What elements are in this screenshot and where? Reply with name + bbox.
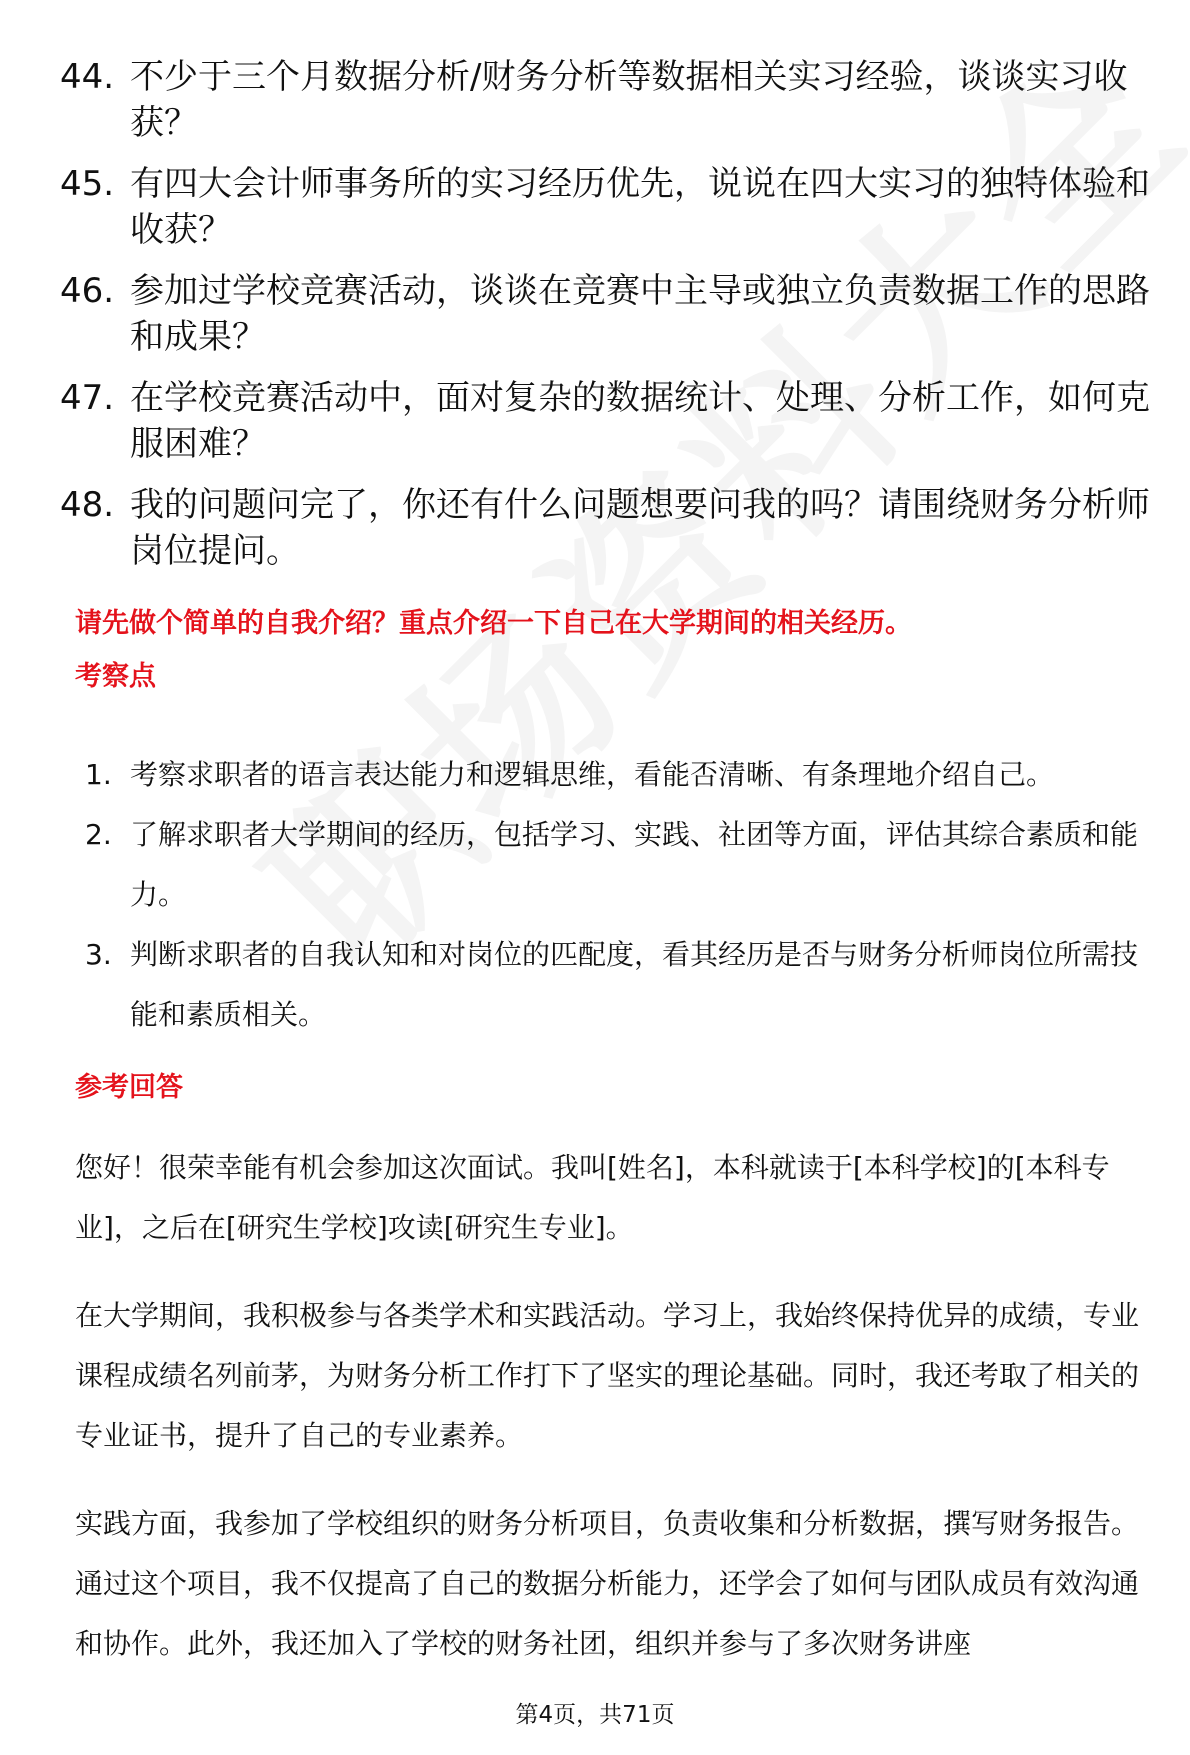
page-footer: 第4页，共71页 (515, 1702, 675, 1728)
question-heading: 请先做个简单的自我介绍？重点介绍一下自己在大学期间的相关经历。 (75, 608, 912, 639)
question-number: 48. (60, 485, 115, 525)
question-text: 参加过学校竞赛活动，谈谈在竞赛中主导或独立负责数据工作的思路和成果？ (130, 271, 1150, 357)
point-text: 考察求职者的语言表达能力和逻辑思维，看能否清晰、有条理地介绍自己。 (130, 758, 1055, 791)
question-text: 有四大会计师事务所的实习经历优先，说说在四大实习的独特体验和收获？ (130, 164, 1150, 250)
list-item (60, 54, 1165, 146)
list-item (60, 161, 1165, 253)
points-list (85, 745, 1165, 1045)
list-item (60, 268, 1165, 360)
question-list (60, 54, 1165, 589)
answer-paragraph: 实践方面，我参加了学校组织的财务分析项目，负责收集和分析数据，撰写财务报告。通过这个项目，我不仅提高了自己的数据分析能力，还学会了如何与团队成员有效沟通和协作。此外，我还加入了学校的财务社团，组织并参与了多次财务讲座 (75, 1507, 1140, 1660)
list-item (60, 375, 1165, 467)
point-number: 3. (85, 938, 112, 971)
list-item (85, 745, 1165, 805)
point-text: 判断求职者的自我认知和对岗位的匹配度，看其经历是否与财务分析师岗位所需技能和素质相关。 (130, 938, 1139, 1031)
answer-label: 参考回答 (75, 1072, 183, 1103)
answer-paragraph: 您好！很荣幸能有机会参加这次面试。我叫[姓名]，本科就读于[本科学校]的[本科专业]，之后在[研究生学校]攻读[研究生专业]。 (75, 1151, 1110, 1244)
point-text: 了解求职者大学期间的经历，包括学习、实践、社团等方面，评估其综合素质和能力。 (130, 818, 1139, 911)
points-label: 考察点 (75, 661, 156, 692)
question-number: 45. (60, 164, 115, 204)
point-number: 2. (85, 818, 112, 851)
point-number: 1. (85, 758, 112, 791)
question-text: 不少于三个月数据分析/财务分析等数据相关实习经验，谈谈实习收获？ (130, 57, 1128, 143)
list-item (85, 925, 1165, 1045)
question-text: 我的问题问完了，你还有什么问题想要问我的吗？请围绕财务分析师岗位提问。 (130, 485, 1150, 571)
list-item (85, 805, 1165, 925)
question-text: 在学校竞赛活动中，面对复杂的数据统计、处理、分析工作，如何克服困难？ (130, 378, 1150, 464)
list-item (60, 482, 1165, 574)
answer-paragraph: 在大学期间，我积极参与各类学术和实践活动。学习上，我始终保持优异的成绩，专业课程成绩名列前茅，为财务分析工作打下了坚实的理论基础。同时，我还考取了相关的专业证书，提升了自己的专业素养。 (75, 1299, 1140, 1452)
question-number: 46. (60, 271, 115, 311)
question-number: 44. (60, 57, 115, 97)
question-number: 47. (60, 378, 115, 418)
